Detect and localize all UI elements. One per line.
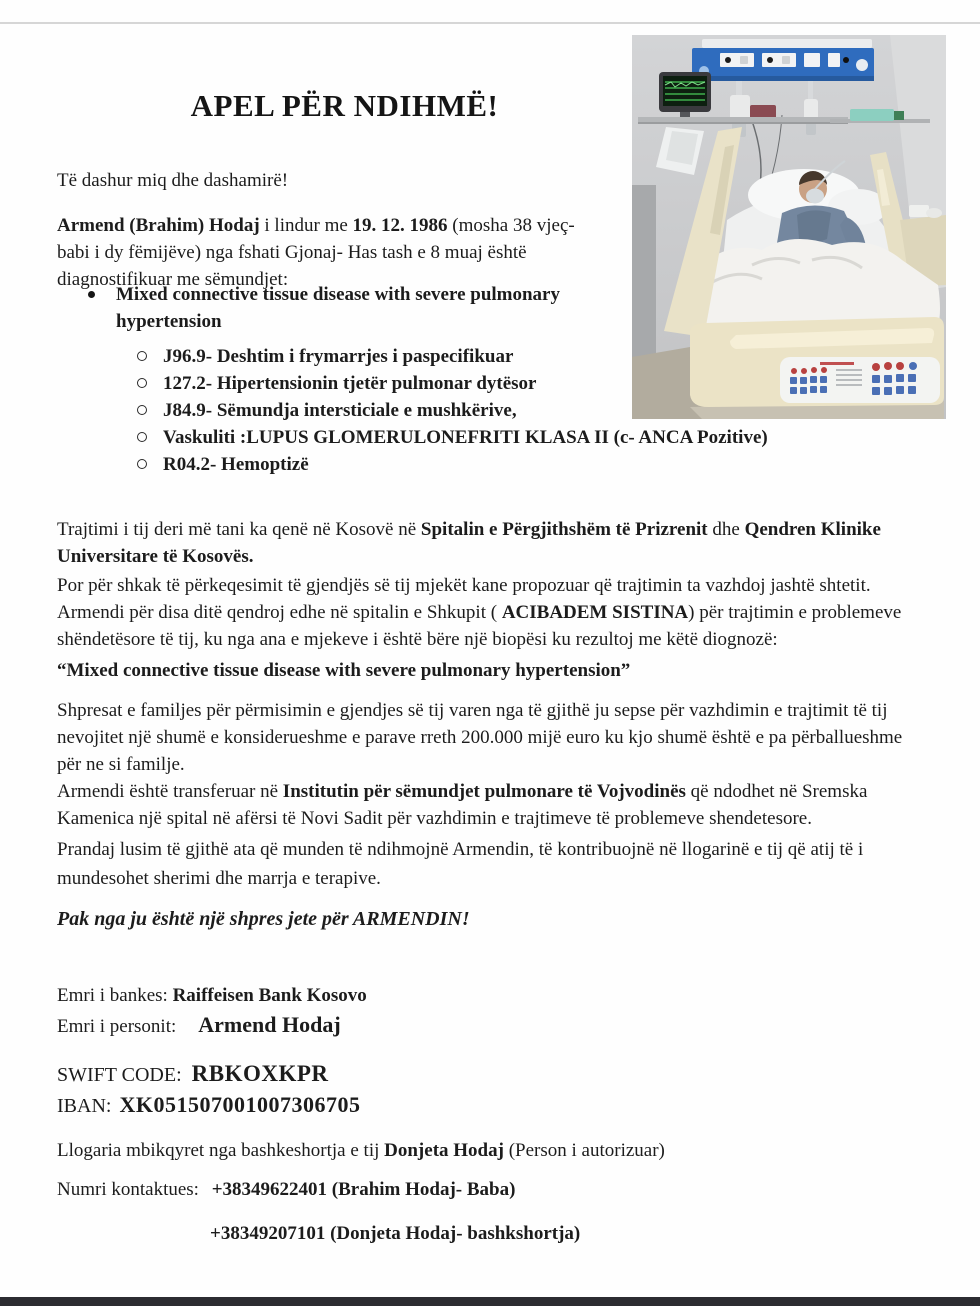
hospital-name-prizren: Spitalin e Përgjithshëm të Prizrenit	[420, 519, 708, 540]
top-divider-line	[0, 22, 980, 24]
treatment-paragraph	[57, 516, 919, 570]
transfer-paragraph	[57, 778, 923, 832]
account-person-name: Armend Hodaj	[198, 1012, 341, 1037]
contact-label: Numri kontaktues:	[57, 1179, 204, 1200]
authorized-person-name: Donjeta Hodaj	[384, 1140, 504, 1161]
bank-label: Emri i bankes:	[57, 985, 173, 1006]
account-supervision-line	[57, 1137, 837, 1164]
iban-line	[57, 1091, 757, 1120]
iban-label: IBAN:	[57, 1095, 112, 1117]
bed-footboard	[690, 317, 944, 407]
greeting-text: Të dashur miq dhe dashamirë!	[57, 170, 289, 191]
bullet-circle-icon	[137, 378, 147, 388]
bullet-circle-icon	[137, 432, 147, 442]
equipment-shelf	[638, 117, 848, 122]
person-name-line	[57, 1011, 757, 1040]
swift-label: SWIFT CODE:	[57, 1064, 182, 1086]
abroad-text-1: Por për shkak të përkeqesimit të gjendjës së tij mjekët kane propozuar që trajtimin ta vazhdoj jashtë shtetit. Armendi për disa ditë qendroj edhe në spitalin e Shkupit (	[57, 575, 871, 623]
hospital-name-acibadem: ACIBADEM SISTINA	[501, 602, 689, 623]
oxygen-mask	[806, 189, 824, 204]
iban-value: XK051507001007306705	[119, 1092, 361, 1117]
intro-text-2: (mosha 38 vjeç- babi i dy fëmijëve) nga fshati Gjonaj- Has tash e 8 muaj është diagnostifikuar me sëmundjet:	[57, 215, 575, 290]
contact-phone-1: +38349622401 (Brahim Hodaj- Baba)	[211, 1179, 516, 1200]
bank-name: Raiffeisen Bank Kosovo	[172, 985, 367, 1006]
hope-slogan: Pak nga ju është një shpres jete për ARMENDIN!	[57, 908, 470, 930]
hospital-room-illustration	[632, 35, 946, 419]
diagnosis-item-text: J96.9- Deshtim i frymarrjes i paspecifikuar	[163, 346, 514, 367]
swift-code-line	[57, 1060, 757, 1089]
treatment-text-1: Trajtimi i tij deri më tani ka qenë në Kosovë në	[57, 519, 421, 540]
contact-line-1	[57, 1176, 837, 1203]
swift-code-value: RBKOXKPR	[191, 1061, 329, 1086]
patient-name: Armend (Brahim) Hodaj	[57, 215, 260, 236]
wall-rail	[702, 39, 872, 48]
bottom-dark-bar	[0, 1297, 980, 1306]
diagnosis-item	[137, 424, 837, 451]
supply-tray	[850, 109, 894, 121]
institute-name-vojvodina: Institutin për sëmundjet pulmonare të Vojvodinës	[282, 781, 686, 802]
transfer-text-2: që ndodhet në Sremska Kamenica një spital në afërsi të Novi Sadit për vazhdimin e trajtimeve të problemeve shendetesore.	[57, 781, 868, 829]
abroad-paragraph	[57, 572, 929, 653]
page-title: APEL PËR NDIHMË!	[190, 88, 499, 123]
person-label: Emri i personit:	[57, 1016, 177, 1037]
treatment-text-2: dhe	[707, 519, 745, 540]
clinic-name-kosovo: Qendren Klinike Universitare të Kosovës.	[57, 519, 881, 567]
bullet-circle-icon	[137, 351, 147, 361]
bed-control-panel	[780, 357, 940, 403]
intro-text-1: i lindur me	[259, 215, 353, 236]
diagnosis-quote: “Mixed connective tissue disease with severe pulmonary hypertension”	[57, 660, 631, 681]
bullet-circle-icon	[137, 459, 147, 469]
diagnosis-item-text: J84.9- Sëmundja intersticiale e mushkërive,	[163, 400, 517, 421]
patient-monitor	[659, 72, 711, 118]
birthdate: 19. 12. 1986	[352, 215, 448, 236]
diagnosis-item-text: R04.2- Hemoptizë	[163, 454, 309, 475]
account-note-text-1: Llogaria mbikqyret nga bashkeshortja e tij	[57, 1140, 385, 1161]
bullet-circle-icon	[137, 405, 147, 415]
patient-hospital-photo	[632, 35, 946, 419]
bullet-disc-icon	[88, 291, 95, 298]
account-note-text-2: (Person i autorizuar)	[503, 1140, 665, 1161]
diagnosis-item-text: 127.2- Hipertensionin tjetër pulmonar dytësor	[163, 373, 537, 394]
contact-line-2: +38349207101 (Donjeta Hodaj- bashkshortja)	[210, 1223, 581, 1244]
hopes-paragraph: Shpresat e familjes për përmisimin e gjendjes së tij varen nga të gjithë ju sepse për vazhdimin e trajtimit të tij nevojitet një shumë e konsiderueshme e parave rreth 200.000 mijë euro ku kjo shumë është e pa përballueshme për ne si familje.	[57, 700, 903, 775]
diagnosis-main-item	[88, 281, 588, 335]
abroad-text-2: ) për trajtimin e problemeve shëndetësore të tij, ku nga ana e mjekeve i është bëre një biopësi ku rezultoj me këtë diognozë:	[57, 602, 902, 650]
diagnosis-item-text: Vaskuliti :LUPUS GLOMERULONEFRITI KLASA II (c- ANCA Pozitive)	[163, 427, 768, 448]
diagnosis-main-text: Mixed connective tissue disease with severe pulmonary hypertension	[116, 284, 560, 332]
diagnosis-item	[137, 451, 837, 478]
bank-name-line	[57, 982, 757, 1009]
medical-gas-panel	[692, 48, 874, 81]
plea-paragraph: Prandaj lusim të gjithë ata që munden të ndihmojnë Armendin, të kontribuojnë në llogarinë e tij që atij të i mundesohet sherimi dhe marrja e terapive.	[57, 839, 864, 889]
transfer-text-1: Armendi është transferuar në	[57, 781, 283, 802]
